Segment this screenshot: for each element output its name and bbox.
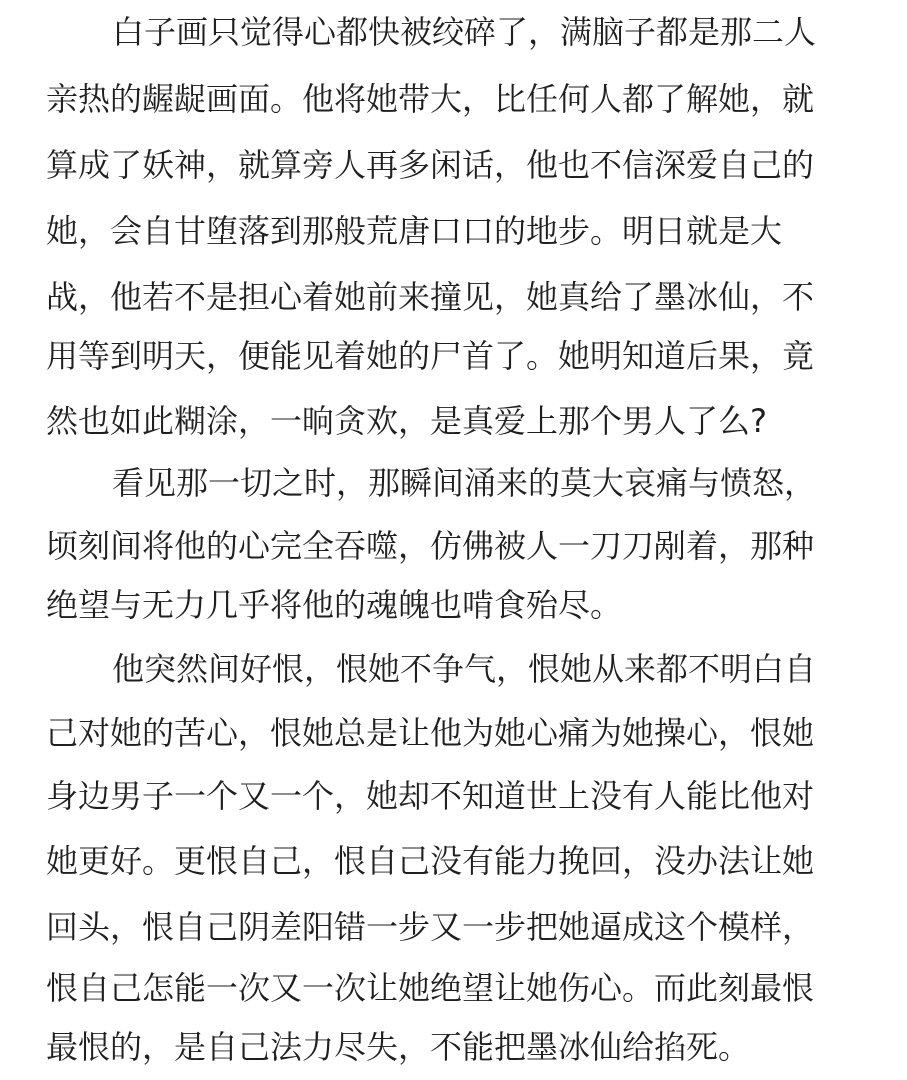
paragraph-3-line-4: 她更好。更恨自己，恨自己没有能力挽回，没办法让她 bbox=[46, 842, 815, 880]
paragraph-3-line-3: 身边男子一个又一个，她却不知道世上没有人能比他对 bbox=[46, 777, 815, 815]
paragraph-3-line-7: 最恨的，是自己法力尽失，不能把墨冰仙给掐死。 bbox=[46, 1028, 751, 1066]
paragraph-2-line-3: 绝望与无力几乎将他的魂魄也啃食殆尽。 bbox=[46, 586, 623, 624]
paragraph-3-line-6: 恨自己怎能一次又一次让她绝望让她伤心。而此刻最恨 bbox=[46, 969, 815, 1007]
paragraph-1-line-4: 她，会自甘堕落到那般荒唐口口的地步。明日就是大 bbox=[46, 212, 783, 250]
paragraph-1-line-1: 白子画只觉得心都快被绞碎了，满脑子都是那二人 bbox=[112, 13, 817, 51]
paragraph-2-line-2: 顷刻间将他的心完全吞噬，仿佛被人一刀刀剐着，那种 bbox=[46, 527, 815, 565]
paragraph-1-line-5: 战，他若不是担心着她前来撞见，她真给了墨冰仙，不 bbox=[46, 278, 815, 316]
paragraph-3-line-5: 回头，恨自己阴差阳错一步又一步把她逼成这个模样， bbox=[46, 908, 815, 946]
paragraph-2-line-1: 看见那一切之时，那瞬间涌来的莫大哀痛与愤怒， bbox=[112, 464, 817, 502]
paragraph-3-line-2: 己对她的苦心，恨她总是让他为她心痛为她操心，恨她 bbox=[46, 714, 815, 752]
paragraph-1-line-7: 然也如此糊涂，一晌贪欢，是真爱上那个男人了么? bbox=[46, 402, 767, 440]
paragraph-1-line-6: 用等到明天，便能见着她的尸首了。她明知道后果，竟 bbox=[46, 337, 815, 375]
paragraph-1-line-3: 算成了妖神，就算旁人再多闲话，他也不信深爱自己的 bbox=[46, 146, 815, 184]
paragraph-3-line-1: 他突然间好恨，恨她不争气，恨她从来都不明白自 bbox=[112, 650, 817, 688]
paragraph-1-line-2: 亲热的龌龊画面。他将她带大，比任何人都了解她，就 bbox=[46, 80, 815, 118]
